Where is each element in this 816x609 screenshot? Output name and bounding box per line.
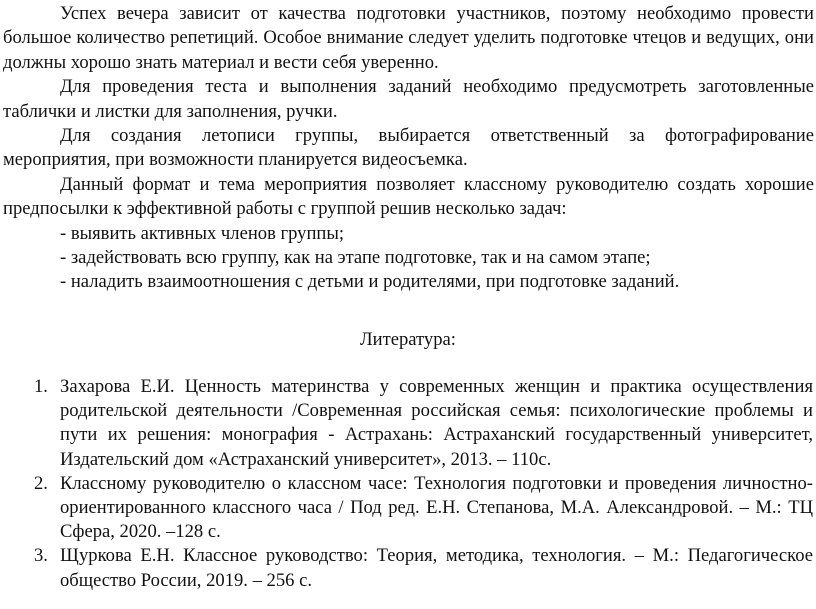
reference-number: 3. xyxy=(34,545,48,567)
goal-item: - выявить активных членов группы; xyxy=(60,222,345,244)
reference-text: Классному руководителю о классном часе: Технология подготовки и проведения личностно-ориентированного классного часа / Под ред. Е.Н. Степанова, М.А. Александровой. – М.: ТЦ Сфера, 2020. –128 с. xyxy=(60,472,813,543)
literature-heading: Литература: xyxy=(360,329,456,350)
reference-text: Захарова Е.И. Ценность материнства у современных женщин и практика осуществления родительской деятельности /Современная российская семья: психологические проблемы и пути их решения: монография - Астрахань: Астраханский государственный университет, Издательский дом «Астраханский университет», 2013. – 110с. xyxy=(60,376,813,470)
reference-list xyxy=(0,375,816,593)
reference-item xyxy=(0,375,816,472)
reference-text: Щуркова Е.Н. Классное руководство: Теория, методика, технология. – М.: Педагогическое общество России, 2019. – 256 с. xyxy=(60,545,813,591)
paragraph-goals: Данный формат и тема мероприятия позволяет классному руководителю создать хорошие предпосылки к эффективной работы с группой решив несколько задач: xyxy=(3,173,814,220)
goal-item: - наладить взаимоотношения с детьми и родителями, при подготовке заданий. xyxy=(60,271,680,293)
reference-number: 2. xyxy=(34,472,48,494)
reference-number: 1. xyxy=(34,376,48,397)
reference-item xyxy=(0,472,816,545)
goal-item: - задействовать всю группу, как на этапе подготовке, так и на самом этапе; xyxy=(60,247,651,269)
paragraph-materials: Для проведения теста и выполнения заданий необходимо предусмотреть заготовленные таблички и листки для заполнения, ручки. xyxy=(3,76,814,122)
reference-item xyxy=(0,544,816,592)
paragraph-chronicle: Для создания летописи группы, выбирается ответственный за фотографирование мероприятия, при возможности планируется видеосъемка. xyxy=(3,125,814,171)
paragraph-rehearsals: Успех вечера зависит от качества подготовки участников, поэтому необходимо провести большое количество репетиций. Особое внимание следует уделить подготовке чтецов и ведущих, они должны хорошо знать материал и вести себя уверенно. xyxy=(3,3,814,73)
